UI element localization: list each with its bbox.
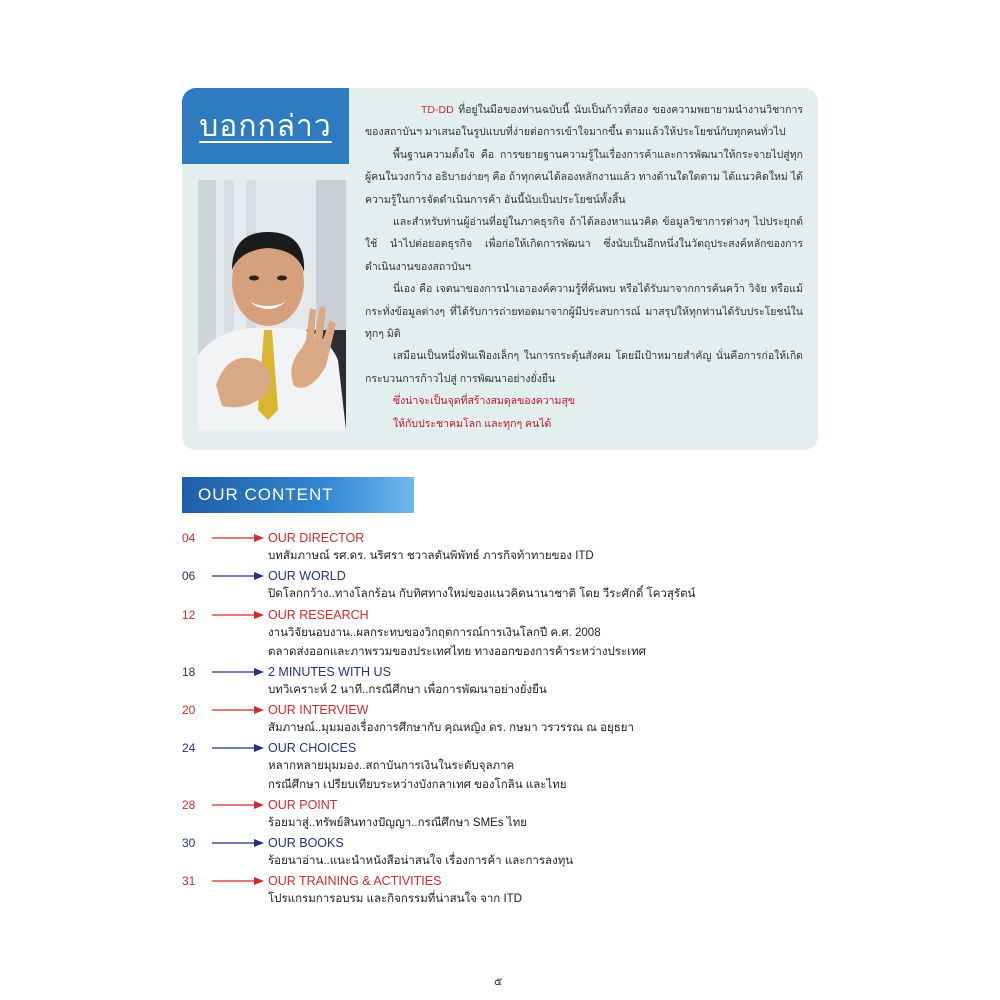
- toc-entry-head: [182, 663, 742, 681]
- intro-paragraph-text: ที่อยู่ในมือของท่านฉบับนี้ นับเป็นก้าวที่สอง ของความพยายามนำงานวิชาการของสถาบันฯ มาเสนอในรูปแบบที่ง่ายต่อการเข้าใจมากขึ้น ตามแล้วให้ประโยชน์กับทุกคนทั่วไป: [365, 104, 803, 139]
- toc-entry: [182, 663, 742, 700]
- toc-section-title: OUR RESEARCH: [268, 608, 369, 622]
- toc-section-title: OUR CHOICES: [268, 741, 357, 755]
- publication-code: TD-DD: [421, 104, 454, 116]
- toc-entry: [182, 606, 742, 662]
- toc-page-number: 18: [182, 665, 196, 679]
- toc-entry: [182, 872, 742, 909]
- arrow-right-icon: [212, 876, 264, 886]
- director-portrait-image: [198, 180, 346, 430]
- toc-page-number: 06: [182, 569, 196, 583]
- toc-section-description: ร้อยนาอ่าน..แนะนำหนังสือน่าสนใจ เรื่องการค้า และการลงทุน: [268, 855, 574, 867]
- arrow-right-icon: [212, 667, 264, 677]
- toc-section-title: OUR BOOKS: [268, 836, 344, 850]
- toc-entry-head: [182, 567, 742, 585]
- intro-quote-line: ซึ่งน่าจะเป็นจุดที่สร้างสมดุลของความสุข: [393, 395, 576, 408]
- intro-title: บอกกล่าว: [199, 109, 332, 143]
- toc-section-description: งานวิจัยนอบงาน..ผลกระทบของวิกฤตการณ์การเงินโลกปี ค.ศ. 2008: [268, 627, 601, 639]
- intro-text: [365, 99, 803, 435]
- arrow-right-icon: [212, 800, 264, 810]
- toc-page-number: 04: [182, 531, 196, 545]
- intro-paragraph: นี่เอง คือ เจตนาของการนำเอาองค์ความรู้ที่ค้นพบ หรือได้รับมาจากการค้นคว้า วิจัย หรือแม้กระทั่งข้อมูลต่างๆ ที่ได้รับการถ่ายทอดมาจากผู้มีประสบการณ์ มาสรุปให้ทุกท่านได้รับประโยชน์ในทุกๆ มิติ: [365, 283, 803, 341]
- content-banner: [182, 477, 414, 513]
- intro-quote-line: ให้กับประชาคมโลก และทุกๆ คนได้: [393, 417, 552, 430]
- arrow-right-icon: [212, 571, 264, 581]
- toc-entry-head: [182, 606, 742, 624]
- page-number: ๕: [494, 976, 503, 988]
- arrow-right-icon: [212, 610, 264, 620]
- toc-entry-head: [182, 796, 742, 814]
- arrow-right-icon: [212, 838, 264, 848]
- toc-section-description: โปรแกรมการอบรม และกิจกรรมที่น่าสนใจ จาก ITD: [268, 893, 522, 905]
- toc-page-number: 31: [182, 874, 196, 888]
- director-portrait: [198, 180, 346, 430]
- toc-entry-head: [182, 701, 742, 719]
- arrow-right-icon: [212, 533, 264, 543]
- toc-entry: [182, 739, 742, 795]
- intro-paragraph: เสมือนเป็นหนึ่งฟันเฟืองเล็กๆ ในการกระตุ้นสังคม โดยมีเป้าหมายสำคัญ นั่นคือการก่อให้เกิดกระบวนการก้าวไปสู่ การพัฒนาอย่างยั่งยืน: [365, 350, 803, 385]
- toc-section-title: OUR POINT: [268, 798, 338, 812]
- toc-page-number: 30: [182, 836, 196, 850]
- toc-section-description: บทวิเคราะห์ 2 นาที..กรณีศึกษา เพื่อการพัฒนาอย่างยั่งยืน: [268, 684, 547, 696]
- toc-entry: [182, 529, 742, 566]
- toc-section-description: ร้อยมาสู่..ทรัพย์สินทางปัญญา..กรณีศึกษา SMEs ไทย: [268, 817, 527, 829]
- intro-paragraph: และสำหรับท่านผู้อ่านที่อยู่ในภาคธุรกิจ ถ้าได้ลองหาแนวคิด ข้อมูลวิชาการต่างๆ ไปประยุกต์ใช้ นำไปต่อยอดธุรกิจ เพื่อก่อให้เกิดการพัฒนา ซึ่งนับเป็นอีกหนึ่งในวัตถุประสงค์หลักของการดำเนินงานของสถาบันฯ: [365, 216, 803, 273]
- arrow-right-icon: [212, 705, 264, 715]
- toc-section-title: 2 MINUTES WITH US: [268, 665, 391, 679]
- toc-section-title: OUR TRAINING & ACTIVITIES: [268, 874, 442, 888]
- toc-entry: [182, 567, 742, 604]
- toc-entry: [182, 701, 742, 738]
- content-banner-title: OUR CONTENT: [198, 485, 334, 504]
- toc-section-description: สัมภาษณ์..มุมมองเรื่องการศึกษากับ คุณหญิง ดร. กษมา วรวรรณ ณ อยุธยา: [268, 722, 634, 734]
- toc-section-description: ปิดโลกกว้าง..ทางโลกร้อน กับทิศทางใหม่ของแนวคิดนานาชาติ โดย วีระศักดิ์ โควสุรัตน์: [268, 588, 696, 600]
- toc-section-description: กรณีศึกษา เปรียบเทียบระหว่างบังกลาเทศ ของโกลิน และไทย: [268, 779, 567, 791]
- toc-entry-head: [182, 872, 742, 890]
- toc-page-number: 24: [182, 741, 196, 755]
- toc-page-number: 12: [182, 608, 196, 622]
- toc-section-description: ตลาดส่งออกและภาพรวมของประเทศไทย ทางออกของการค้าระหว่างประเทศ: [268, 646, 646, 658]
- toc-section-title: OUR INTERVIEW: [268, 703, 369, 717]
- toc-entry: [182, 796, 742, 833]
- arrow-right-icon: [212, 743, 264, 753]
- toc-entry-head: [182, 834, 742, 852]
- toc-section-title: OUR WORLD: [268, 569, 346, 583]
- toc-entry: [182, 834, 742, 871]
- toc-entry-head: [182, 529, 742, 547]
- toc-entry-head: [182, 739, 742, 757]
- toc-section-description: บทสัมภาษณ์ รศ.ดร. นริศรา ชวาลตันพิพัทธ์ ภารกิจท้าทายของ ITD: [268, 550, 594, 562]
- intro-paragraph: พื้นฐานความตั้งใจ คือ การขยายฐานความรู้ในเรื่องการค้าและการพัฒนาให้กระจายไปสู่ทุกผู้คนในวงกว้าง อธิบายง่ายๆ คือ ถ้าทุกคนได้ลองหลักงานแล้ว ทางด้านใดใดตาม ได้แนวคิดใหม่ ได้ความรู้ในการจัดดำเนินการค้า อันนี้นับเป็นประโยชน์ทั้งสิ้น: [365, 148, 803, 206]
- toc-section-description: หลากหลายมุมมอง..สถาบันการเงินในระดับจุลภาค: [268, 760, 515, 772]
- toc-page-number: 20: [182, 703, 196, 717]
- intro-paragraph: [365, 99, 803, 144]
- toc-page-number: 28: [182, 798, 196, 812]
- toc-section-title: OUR DIRECTOR: [268, 531, 365, 545]
- intro-title-bar: [182, 88, 349, 164]
